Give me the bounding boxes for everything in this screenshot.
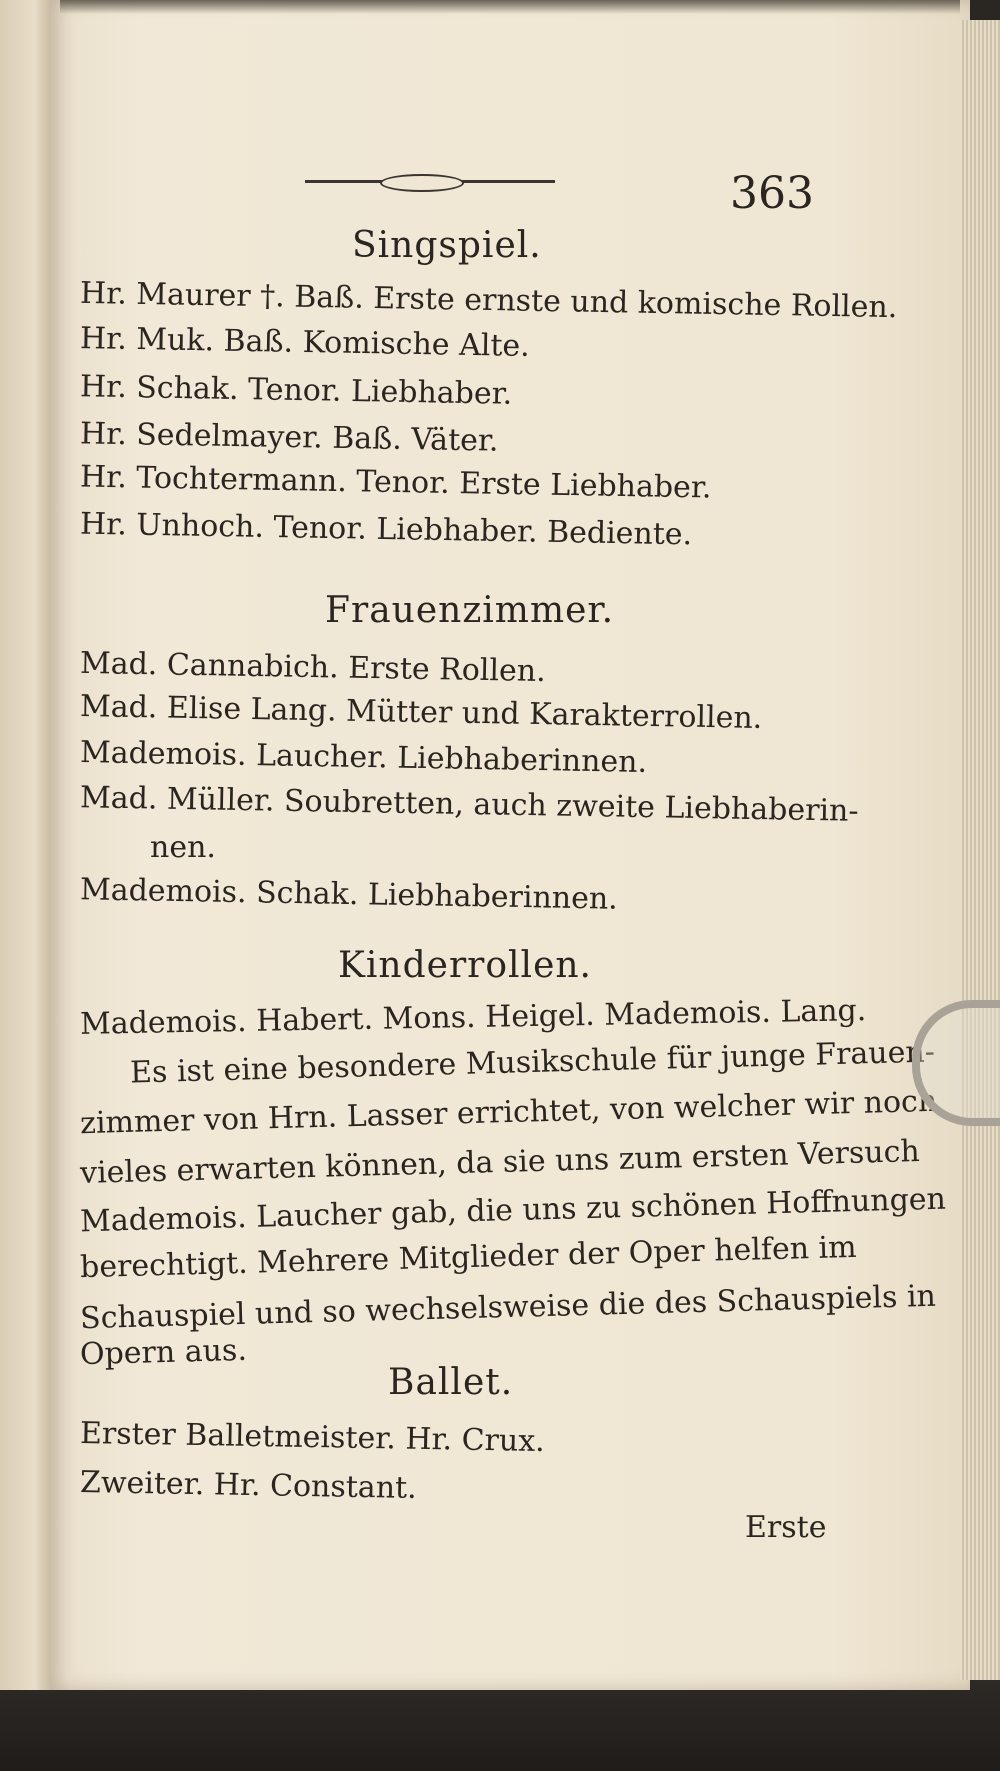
text-line: zimmer von Hrn. Lasser errichtet, von welcher wir noch: [79, 1083, 938, 1142]
text-line: Hr. Tochtermann. Tenor. Erste Liebhaber.: [79, 459, 712, 506]
text-line: Hr. Maurer †. Baß. Erste ernste und komische Rollen.: [79, 275, 898, 326]
section-heading-singspiel: Singspiel.: [352, 225, 542, 266]
section-heading-ballet: Ballet.: [388, 1362, 514, 1403]
text-line: Hr. Muk. Baß. Komische Alte.: [79, 321, 531, 364]
text-line: Mad. Müller. Soubretten, auch zweite Liebhaberin-: [79, 780, 859, 829]
page-stack-edge: [960, 20, 1000, 1680]
text-line: Mad. Cannabich. Erste Rollen.: [79, 645, 546, 690]
text-line: nen.: [150, 830, 216, 865]
section-heading-kinderrollen: Kinderrollen.: [338, 945, 592, 986]
top-shadow: [60, 0, 960, 14]
text-line: Mademois. Laucher. Liebhaberinnen.: [79, 735, 648, 780]
text-line: Mademois. Laucher gab, die uns zu schönen Hoffnungen: [79, 1181, 947, 1240]
text-line: Mad. Elise Lang. Mütter und Karakterrollen.: [79, 689, 763, 736]
text-line: Hr. Unhoch. Tenor. Liebhaber. Bediente.: [79, 506, 693, 553]
text-line: Opern aus.: [79, 1332, 248, 1373]
text-line: Hr. Sedelmayer. Baß. Väter.: [79, 416, 499, 459]
catchword: Erste: [745, 1510, 827, 1545]
page-number: 363: [730, 168, 814, 219]
text-line: berechtigt. Mehrere Mitglieder der Oper helfen im: [79, 1229, 858, 1286]
text-line: Zweiter. Hr. Constant.: [79, 1465, 417, 1506]
text-line: Mademois. Schak. Liebhaberinnen.: [79, 872, 619, 917]
text-line: Mademois. Habert. Mons. Heigel. Mademois. Lang.: [79, 993, 867, 1042]
section-heading-frauenzimmer: Frauenzimmer.: [325, 590, 615, 631]
text-line: Hr. Schak. Tenor. Liebhaber.: [79, 369, 513, 412]
text-line: Schauspiel und so wechselsweise die des Schauspiels in: [79, 1278, 937, 1337]
text-line: vieles erwarten können, da sie uns zum ersten Versuch: [79, 1134, 921, 1191]
rule-ornament: [380, 174, 464, 192]
text-line: Erster Balletmeister. Hr. Crux.: [79, 1415, 546, 1460]
text-line: Es ist eine besondere Musikschule für junge Frauen-: [129, 1034, 936, 1091]
